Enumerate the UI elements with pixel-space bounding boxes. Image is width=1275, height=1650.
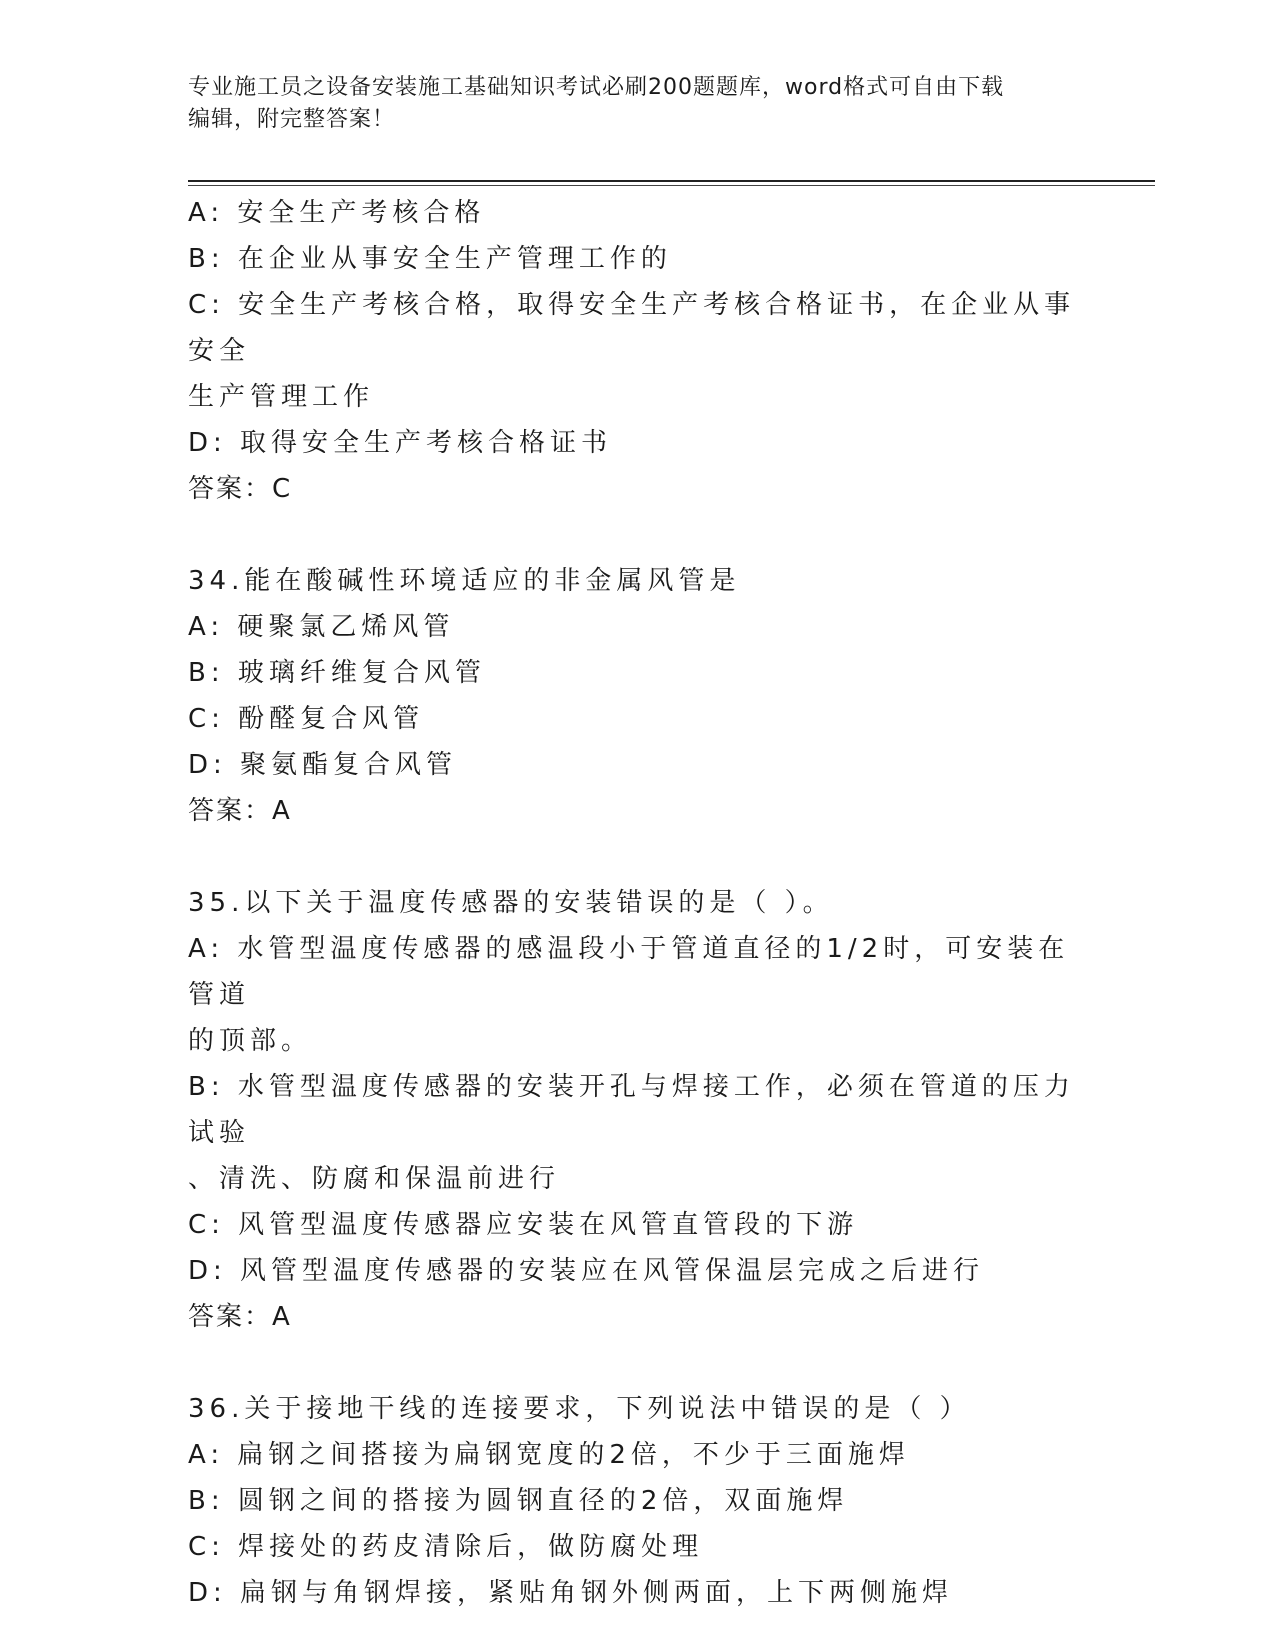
header-divider-thin (188, 185, 1155, 186)
question-36 (188, 1386, 1088, 1616)
option-a-continued: 的顶部。 (188, 1026, 313, 1056)
header-divider-thick (188, 180, 1155, 182)
option-c: C: 风管型温度传感器应安装在风管直管段的下游 (188, 1210, 859, 1240)
question-text: 35.以下关于温度传感器的安装错误的是（ ）。 (188, 888, 834, 918)
question-list (188, 190, 1088, 1616)
spacer (188, 512, 1088, 558)
header-line-1: 专业施工员之设备安装施工基础知识考试必刷200题题库，word格式可自由下载 (188, 75, 1005, 100)
question-text: 34.能在酸碱性环境适应的非金属风管是 (188, 566, 741, 596)
option-b: B: 圆钢之间的搭接为圆钢直径的2倍，双面施焊 (188, 1486, 849, 1516)
option-d: D: 聚氨酯复合风管 (188, 750, 458, 780)
option-d: D: 扁钢与角钢焊接，紧贴角钢外侧两面，上下两侧施焊 (188, 1578, 954, 1608)
option-a: A: 硬聚氯乙烯风管 (188, 612, 455, 642)
option-a: A: 水管型温度传感器的感温段小于管道直径的1/2时，可安装在管道 (188, 934, 1070, 1010)
option-a: A: 扁钢之间搭接为扁钢宽度的2倍，不少于三面施焊 (188, 1440, 910, 1470)
spacer (188, 834, 1088, 880)
option-a: A: 安全生产考核合格 (188, 198, 486, 228)
question-35 (188, 880, 1088, 1340)
document-header (188, 72, 1068, 136)
answer: 答案：A (188, 1302, 292, 1332)
question-33 (188, 190, 1088, 512)
question-text: 36.关于接地干线的连接要求，下列说法中错误的是（ ） (188, 1394, 971, 1424)
header-line-2: 编辑，附完整答案！ (188, 107, 396, 132)
answer: 答案：A (188, 796, 292, 826)
option-b-continued: 、清洗、防腐和保温前进行 (188, 1164, 561, 1194)
option-b: B: 在企业从事安全生产管理工作的 (188, 244, 672, 274)
option-c: C: 酚醛复合风管 (188, 704, 425, 734)
option-d: D: 取得安全生产考核合格证书 (188, 428, 613, 458)
option-b: B: 水管型温度传感器的安装开孔与焊接工作，必须在管道的压力试验 (188, 1072, 1075, 1148)
option-c: C: 焊接处的药皮清除后，做防腐处理 (188, 1532, 704, 1562)
option-c-continued: 生产管理工作 (188, 382, 375, 412)
option-b: B: 玻璃纤维复合风管 (188, 658, 486, 688)
option-c: C: 安全生产考核合格，取得安全生产考核合格证书，在企业从事安全 (188, 290, 1076, 366)
option-d: D: 风管型温度传感器的安装应在风管保温层完成之后进行 (188, 1256, 985, 1286)
answer: 答案：C (188, 474, 293, 504)
question-34 (188, 558, 1088, 834)
spacer (188, 1340, 1088, 1386)
